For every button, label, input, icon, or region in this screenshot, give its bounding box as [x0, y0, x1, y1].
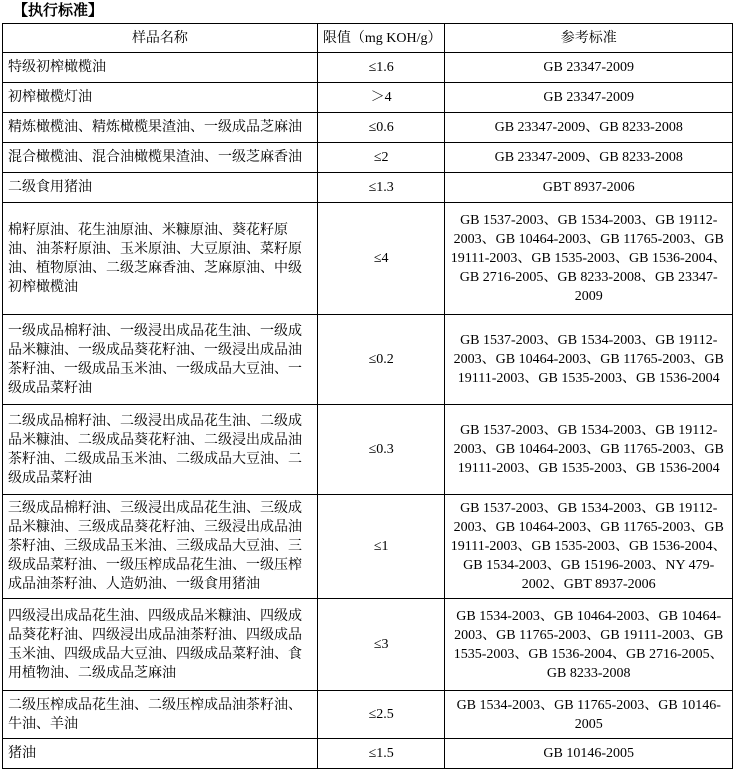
limit-cell: ≤4 — [317, 203, 445, 315]
sample-name-cell: 初榨橄榄灯油 — [3, 83, 318, 113]
sample-name-cell: 精炼橄榄油、精炼橄榄果渣油、一级成品芝麻油 — [3, 113, 318, 143]
table-row — [3, 405, 733, 495]
sample-name-cell: 三级成品棉籽油、三级浸出成品花生油、三级成品米糠油、三级成品葵花籽油、三级浸出成品油茶籽油、三级成品玉米油、三级成品大豆油、三级成品菜籽油、一级压榨成品花生油、一级压榨成品油茶籽油、人造奶油、一级食用猪油 — [3, 495, 318, 599]
limit-cell: ≤1.6 — [317, 53, 445, 83]
limit-cell: ≤3 — [317, 599, 445, 691]
reference-cell: GB 23347-2009、GB 8233-2008 — [445, 113, 733, 143]
reference-cell: GB 10146-2005 — [445, 739, 733, 769]
standards-table — [2, 23, 733, 769]
section-title: 【执行标准】 — [13, 2, 104, 19]
limit-cell: ≤0.6 — [317, 113, 445, 143]
col-header-sample-name: 样品名称 — [3, 24, 318, 53]
reference-cell: GBT 8937-2006 — [445, 173, 733, 203]
table-row — [3, 113, 733, 143]
sample-name-cell: 一级成品棉籽油、一级浸出成品花生油、一级成品米糠油、一级成品葵花籽油、一级浸出成品油茶籽油、一级成品玉米油、一级成品大豆油、一级成品菜籽油 — [3, 315, 318, 405]
reference-cell: GB 1537-2003、GB 1534-2003、GB 19112-2003、GB 10464-2003、GB 11765-2003、GB 19111-2003、GB 1535-2003、GB 1536-2004、GB 2716-2005、GB 8233-2008、GB 23347-2009 — [445, 203, 733, 315]
sample-name-cell: 二级食用猪油 — [3, 173, 318, 203]
col-header-reference: 参考标准 — [445, 24, 733, 53]
sample-name-cell: 猪油 — [3, 739, 318, 769]
sample-name-cell: 二级压榨成品花生油、二级压榨成品油茶籽油、牛油、羊油 — [3, 691, 318, 739]
table-row — [3, 495, 733, 599]
limit-cell: ≤2.5 — [317, 691, 445, 739]
reference-cell: GB 23347-2009 — [445, 53, 733, 83]
reference-cell: GB 23347-2009 — [445, 83, 733, 113]
reference-cell: GB 1534-2003、GB 10464-2003、GB 10464-2003、GB 11765-2003、GB 19111-2003、GB 1535-2003、GB 1536-2004、GB 2716-2005、GB 8233-2008 — [445, 599, 733, 691]
sample-name-cell: 二级成品棉籽油、二级浸出成品花生油、二级成品米糠油、二级成品葵花籽油、二级浸出成品油茶籽油、二级成品玉米油、二级成品大豆油、二级成品菜籽油 — [3, 405, 318, 495]
table-row — [3, 53, 733, 83]
table-row — [3, 203, 733, 315]
sample-name-cell: 混合橄榄油、混合油橄榄果渣油、一级芝麻香油 — [3, 143, 318, 173]
table-row — [3, 173, 733, 203]
limit-cell: ≤0.2 — [317, 315, 445, 405]
header-row — [3, 24, 733, 53]
table-row — [3, 599, 733, 691]
limit-cell: ≤1.3 — [317, 173, 445, 203]
limit-cell: ≤1 — [317, 495, 445, 599]
reference-cell: GB 23347-2009、GB 8233-2008 — [445, 143, 733, 173]
sample-name-cell: 特级初榨橄榄油 — [3, 53, 318, 83]
reference-cell: GB 1537-2003、GB 1534-2003、GB 19112-2003、GB 10464-2003、GB 11765-2003、GB 19111-2003、GB 1535-2003、GB 1536-2004、GB 1534-2003、GB 15196-2003、NY 479-2002、GBT 8937-2006 — [445, 495, 733, 599]
table-row — [3, 143, 733, 173]
reference-cell: GB 1537-2003、GB 1534-2003、GB 19112-2003、GB 10464-2003、GB 11765-2003、GB 19111-2003、GB 1535-2003、GB 1536-2004 — [445, 315, 733, 405]
sample-name-cell: 四级浸出成品花生油、四级成品米糠油、四级成品葵花籽油、四级浸出成品油茶籽油、四级成品玉米油、四级成品大豆油、四级成品菜籽油、食用植物油、二级成品芝麻油 — [3, 599, 318, 691]
limit-cell: ≤1.5 — [317, 739, 445, 769]
table-row — [3, 315, 733, 405]
table-row — [3, 691, 733, 739]
reference-cell: GB 1534-2003、GB 11765-2003、GB 10146-2005 — [445, 691, 733, 739]
limit-cell: ＞4 — [317, 83, 445, 113]
table-row — [3, 739, 733, 769]
reference-cell: GB 1537-2003、GB 1534-2003、GB 19112-2003、GB 10464-2003、GB 11765-2003、GB 19111-2003、GB 1535-2003、GB 1536-2004 — [445, 405, 733, 495]
col-header-limit: 限值（mg KOH/g） — [317, 24, 445, 53]
sample-name-cell: 棉籽原油、花生油原油、米糠原油、葵花籽原油、油茶籽原油、玉米原油、大豆原油、菜籽原油、植物原油、二级芝麻香油、芝麻原油、中级初榨橄榄油 — [3, 203, 318, 315]
table-row — [3, 83, 733, 113]
limit-cell: ≤0.3 — [317, 405, 445, 495]
limit-cell: ≤2 — [317, 143, 445, 173]
